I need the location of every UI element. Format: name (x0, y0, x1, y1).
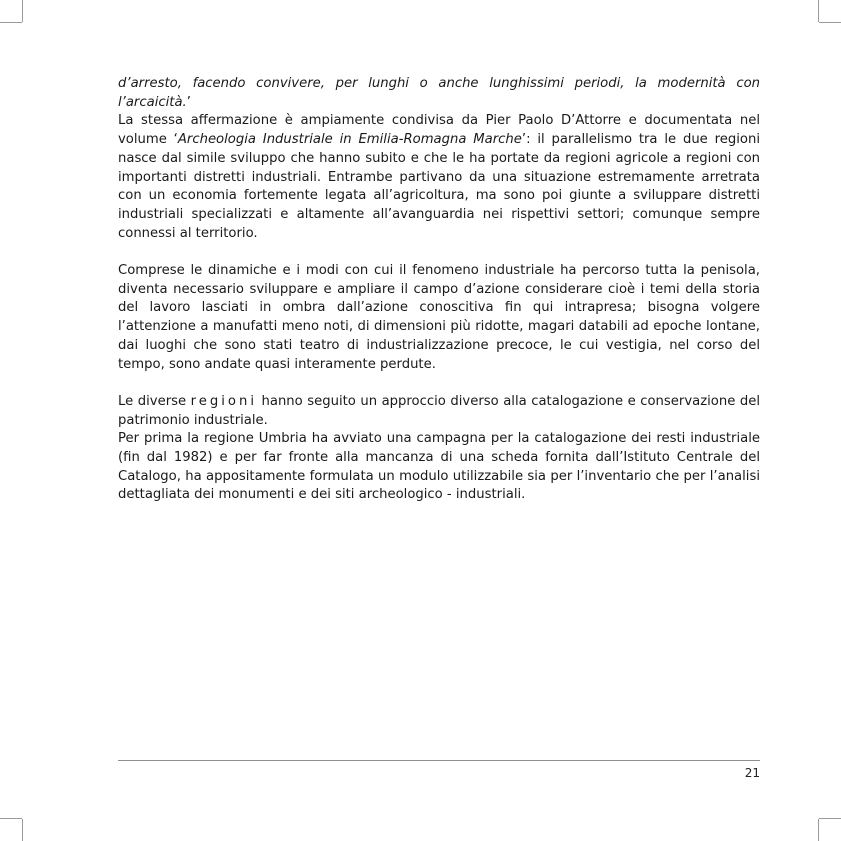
paragraph-gap (118, 243, 760, 262)
body-text (118, 75, 760, 505)
paragraph-1-rest: ’: il parallelismo tra le due regioni nasce dal simile sviluppo che hanno subito e che le ha portate da regioni agricole a regioni con importanti distretti industriali. Entrambe partivano da una situazione estremamente arretrata con un economia fortemente legata all’agricoltura, ma sono poi giunte a sviluppare distretti industriali specializzati e altamente all’avanguardia nei rispettivi settori; comunque sempre connessi al territorio. (118, 132, 760, 241)
paragraph-gap (118, 374, 760, 393)
paragraph-3-start: Le diverse (118, 393, 191, 409)
crop-mark-top-right-h (819, 22, 841, 23)
paragraph-3-rest: hanno seguito un approccio diverso alla catalogazione e conservazione del patrimonio industriale. (118, 393, 760, 428)
paragraph-1 (118, 75, 760, 243)
quote-close: ’ (186, 94, 191, 110)
paragraph-3 (118, 393, 760, 430)
paragraph-4: Per prima la regione Umbria ha avviato una campagna per la catalogazione dei resti industriale (fin dal 1982) e per far fronte alla mancanza di una scheda fornita dall’Istituto Centrale del Catalogo, ha appositamente formulata un modulo utilizzabile sia per l’inventario che per l’analisi dettagliata dei monumenti e dei siti archeologico - industriali. (118, 431, 760, 503)
quote-tail: d’arresto, facendo convivere, per lunghi o anche lunghissimi periodi, la modernità con l’arcaicità. (118, 76, 760, 110)
crop-mark-bottom-left-h (0, 818, 22, 819)
footer-rule (118, 760, 760, 761)
crop-mark-bottom-right-h (819, 818, 841, 819)
crop-mark-top-left-h (0, 22, 22, 23)
crop-mark-bottom-right-v (818, 819, 819, 841)
crop-mark-top-right-v (818, 0, 819, 22)
paragraph-1-intro: La stessa affermazione è ampiamente condivisa da Pier Paolo D’Attorre e documentata nel volume ‘ (118, 113, 760, 148)
paragraph-2: Comprese le dinamiche e i modi con cui il fenomeno industriale ha percorso tutta la penisola, diventa necessario sviluppare e ampliare il campo d’azione considerare cioè i temi della storia del lavoro lasciati in ombra dall’azione conoscitiva fin qui intrapresa; bisogna volgere l’attenzione a manufatti meno noti, di dimensioni più ridotte, magari databili ad epoche lontane, dai luoghi che sono stati teatro di industrializzazione precoce, le cui vestigia, nel corso del tempo, sono andate quasi interamente perdute. (118, 263, 760, 372)
spaced-word: regioni (190, 393, 257, 409)
book-title: Archeologia Industriale in Emilia-Romagna Marche (177, 132, 522, 148)
crop-mark-top-left-v (22, 0, 23, 22)
page-number: 21 (744, 766, 760, 780)
crop-mark-bottom-left-v (22, 819, 23, 841)
